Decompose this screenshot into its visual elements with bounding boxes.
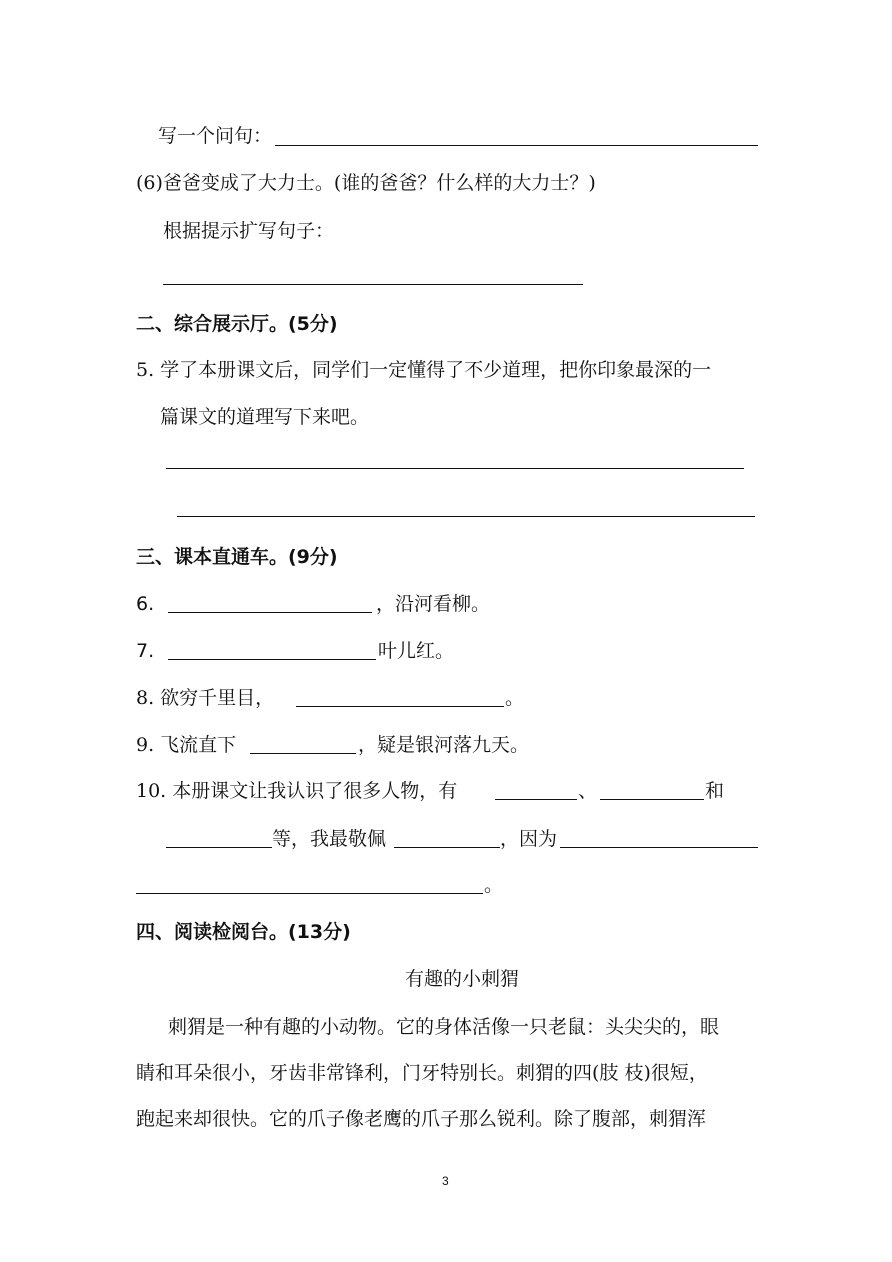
section-heading: 三、课本直通车。(9分)	[136, 546, 338, 568]
blank-line[interactable]	[166, 847, 272, 848]
question-text: 10. 本册课文让我认识了很多人物，有	[136, 780, 458, 802]
question-text: 。	[484, 874, 504, 896]
question-text: 篇课文的道理写下来吧。	[160, 406, 370, 428]
question-text: 等，我最敬佩	[272, 828, 387, 850]
page-number: 3	[442, 1174, 449, 1188]
blank-line[interactable]	[296, 706, 504, 707]
answer-line[interactable]	[166, 468, 744, 469]
question-text: ，疑是银河落九天。	[358, 734, 530, 756]
answer-line[interactable]	[163, 284, 583, 285]
answer-line[interactable]	[177, 516, 755, 517]
question-label: 写一个问句：	[158, 125, 273, 147]
question-text: 9. 飞流直下	[136, 734, 237, 756]
question-text: 8. 欲穷千里目，	[136, 687, 275, 709]
section-heading: 二、综合展示厅。(5分)	[136, 313, 338, 335]
question-text: 、	[578, 780, 598, 802]
paragraph-line: 刺猬是一种有趣的小动物。它的身体活像一只老鼠：头尖尖的，眼	[168, 1016, 720, 1038]
question-text: ，沿河看柳。	[376, 593, 491, 615]
article-title: 有趣的小刺猬	[405, 968, 520, 990]
question-text: (6)爸爸变成了大力士。(谁的爸爸？什么样的大力士？)	[136, 172, 596, 194]
blank-line[interactable]	[560, 847, 758, 848]
blank-line[interactable]	[394, 847, 500, 848]
blank-line[interactable]	[600, 799, 704, 800]
question-text: 和	[705, 780, 725, 802]
question-text: 叶儿红。	[378, 640, 455, 662]
question-number: 7.	[136, 640, 155, 662]
section-heading: 四、阅读检阅台。(13分)	[136, 921, 351, 943]
blank-line[interactable]	[168, 659, 376, 660]
question-text: 5. 学了本册课文后，同学们一定懂得了不少道理，把你印象最深的一	[136, 359, 712, 381]
blank-line[interactable]	[495, 799, 577, 800]
paragraph-line: 跑起来却很快。它的爪子像老鹰的爪子那么锐利。除了腹部，刺猬浑	[136, 1108, 707, 1130]
paragraph-line: 睛和耳朵很小，牙齿非常锋利，门牙特别长。刺猬的四(肢 枝)很短，	[136, 1062, 708, 1084]
blank-line[interactable]	[136, 893, 483, 894]
question-text: ，因为	[500, 828, 558, 850]
question-text: 。	[505, 687, 525, 709]
question-number: 6.	[136, 593, 155, 615]
answer-line[interactable]	[275, 145, 758, 146]
blank-line[interactable]	[250, 753, 356, 754]
question-prompt: 根据提示扩写句子：	[163, 220, 335, 242]
blank-line[interactable]	[168, 612, 372, 613]
